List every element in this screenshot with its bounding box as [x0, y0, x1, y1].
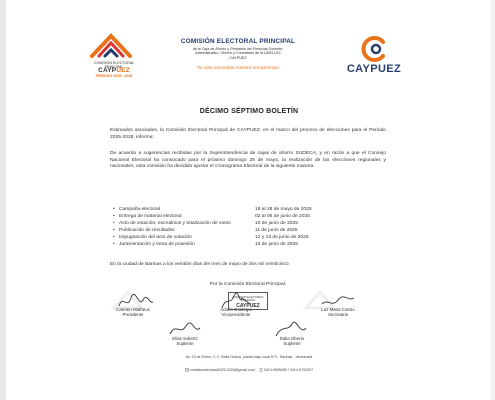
caypuez-logo-text: CAYPUEZ: [346, 63, 402, 75]
logo-brand-prefix: CAYP: [98, 67, 117, 75]
schedule-date: 12 y 13 de junio de 2025: [255, 235, 309, 241]
email-icon: [185, 368, 189, 372]
header-title: COMISIÓN ELECTORAL PRINCIPAL: [180, 38, 296, 45]
signature-role: Suplente: [176, 341, 194, 346]
caypuez-logo-icon: [359, 34, 389, 64]
phone-icon: [259, 368, 263, 372]
schedule-bullet: •: [113, 228, 115, 234]
intro-paragraph: Estimados asociados, la Comisión Electoral Principal de CAYPUEZ, en el marco del proceso de elecciones para el Periodo 2025-2028, informa:: [110, 128, 386, 140]
signature-role: Vicepresidente: [221, 312, 251, 317]
schedule-bullet: •: [113, 207, 115, 212]
schedule-label: Campaña electoral: [119, 207, 161, 212]
signature-secretaria: [303, 307, 373, 317]
signature-role: Secretaria: [327, 312, 348, 317]
schedule-date: 19 al 28 de mayo de 2025: [255, 207, 312, 212]
header-subtitle: [148, 47, 328, 60]
signature-name: Carmen Matheus: [116, 307, 150, 312]
logo-brand-suffix: UEZ: [116, 67, 130, 75]
closing-paragraph: En la ciudad de Barinas a los veintión días del mes de mayo de dos mil veinticinco.: [110, 262, 290, 267]
header-sub-line1: de la Caja de Ahorro y Préstamo del Personal Docente,: [192, 47, 284, 51]
header-sub-line2: Administrativo, Obrero y Contratado de la UNELLEZ: [195, 51, 281, 56]
schedule-bullet: •: [113, 221, 115, 227]
signature-name: Adolfo Ocategui: [220, 307, 252, 312]
schedule-bullet: •: [113, 214, 115, 220]
logo-period: PERIODO 2025 - 2028: [95, 73, 133, 78]
schedule-label: Publicación de resultados: [119, 228, 175, 234]
schedule-bullet: •: [113, 235, 115, 241]
right-edge-strip: [491, 0, 495, 400]
signature-name: Luz Maria Castro: [321, 307, 355, 312]
header-slogan: Tu voto consolida nuestro compromiso: [196, 66, 280, 71]
schedule-item: [113, 242, 387, 249]
left-edge-strip: [0, 0, 6, 400]
schedule-label: Acto de votación, escrutinios y totalización de votos: [119, 221, 231, 227]
official-stamp: [228, 292, 268, 310]
signature-suplente-2: [257, 336, 327, 346]
signature-role: Presidente: [122, 312, 144, 317]
footer-phones: 0414-5695455 / 0414-5752007: [263, 368, 314, 372]
schedule-date: 11 de junio de 2025: [255, 228, 298, 234]
schedule-label: Entrega de material electoral: [119, 214, 182, 220]
logo-line2: PRINCIPAL: [104, 65, 124, 70]
signature-name: Dalia Oberto: [279, 336, 305, 341]
schedule-date: 16 de junio de 2025: [255, 242, 298, 248]
signature-presidente: [98, 307, 168, 317]
footer-contacts: [74, 368, 424, 372]
commission-logo-icon: [90, 32, 132, 60]
schedule-date: 02 al 06 de junio de 2025: [255, 214, 310, 220]
signature-name: Elias Soliertz: [172, 336, 198, 341]
schedule-bullet: •: [113, 242, 115, 248]
signoff-line: Por la Comisión Electoral Principal.: [209, 282, 287, 287]
footer-email[interactable]: comisionelectoral2025.2028@gmail.com: [189, 368, 255, 372]
signature-suplente-1: [150, 336, 220, 346]
signature-role: Suplente: [283, 341, 301, 346]
stamp-line2: CAYPUEZ: [236, 302, 260, 309]
bulletin-title: DÉCIMO SÉPTIMO BOLETÍN: [199, 108, 299, 115]
logo-line1: COMISIÓN ELECTORAL: [93, 61, 135, 65]
header-sub-line3: CAYPUEZ: [229, 55, 247, 60]
schedule-list: [113, 207, 387, 250]
footer-address: Av. 23 de Enero, C.C. Bella Gracia, planta baja, local N°3 - Barinas - Venezuela: [185, 355, 313, 359]
schedule-date: 10 de junio de 2025: [255, 221, 298, 227]
stamp-line1: COMISIÓN ELECTORAL PRINCIPAL: [232, 295, 264, 303]
schedule-label: Impugnación del acto de votación: [119, 235, 192, 241]
schedule-label: Juramentación y toma de posesión: [119, 242, 195, 248]
body-paragraph: De acuerdo a sugerencias recibidas por la Superintendencia de cajas de ahorro SUDECA, y en razón a que el Consejo Nacional Electoral ha convocado para el próximo domingo 25 de mayo, la realización de las elecciones regionales y nacionales, esta comisión ha decidido ajustar el Cronograma Electoral de la siguiente manera:: [110, 151, 386, 170]
commission-logo-text: [82, 61, 146, 78]
